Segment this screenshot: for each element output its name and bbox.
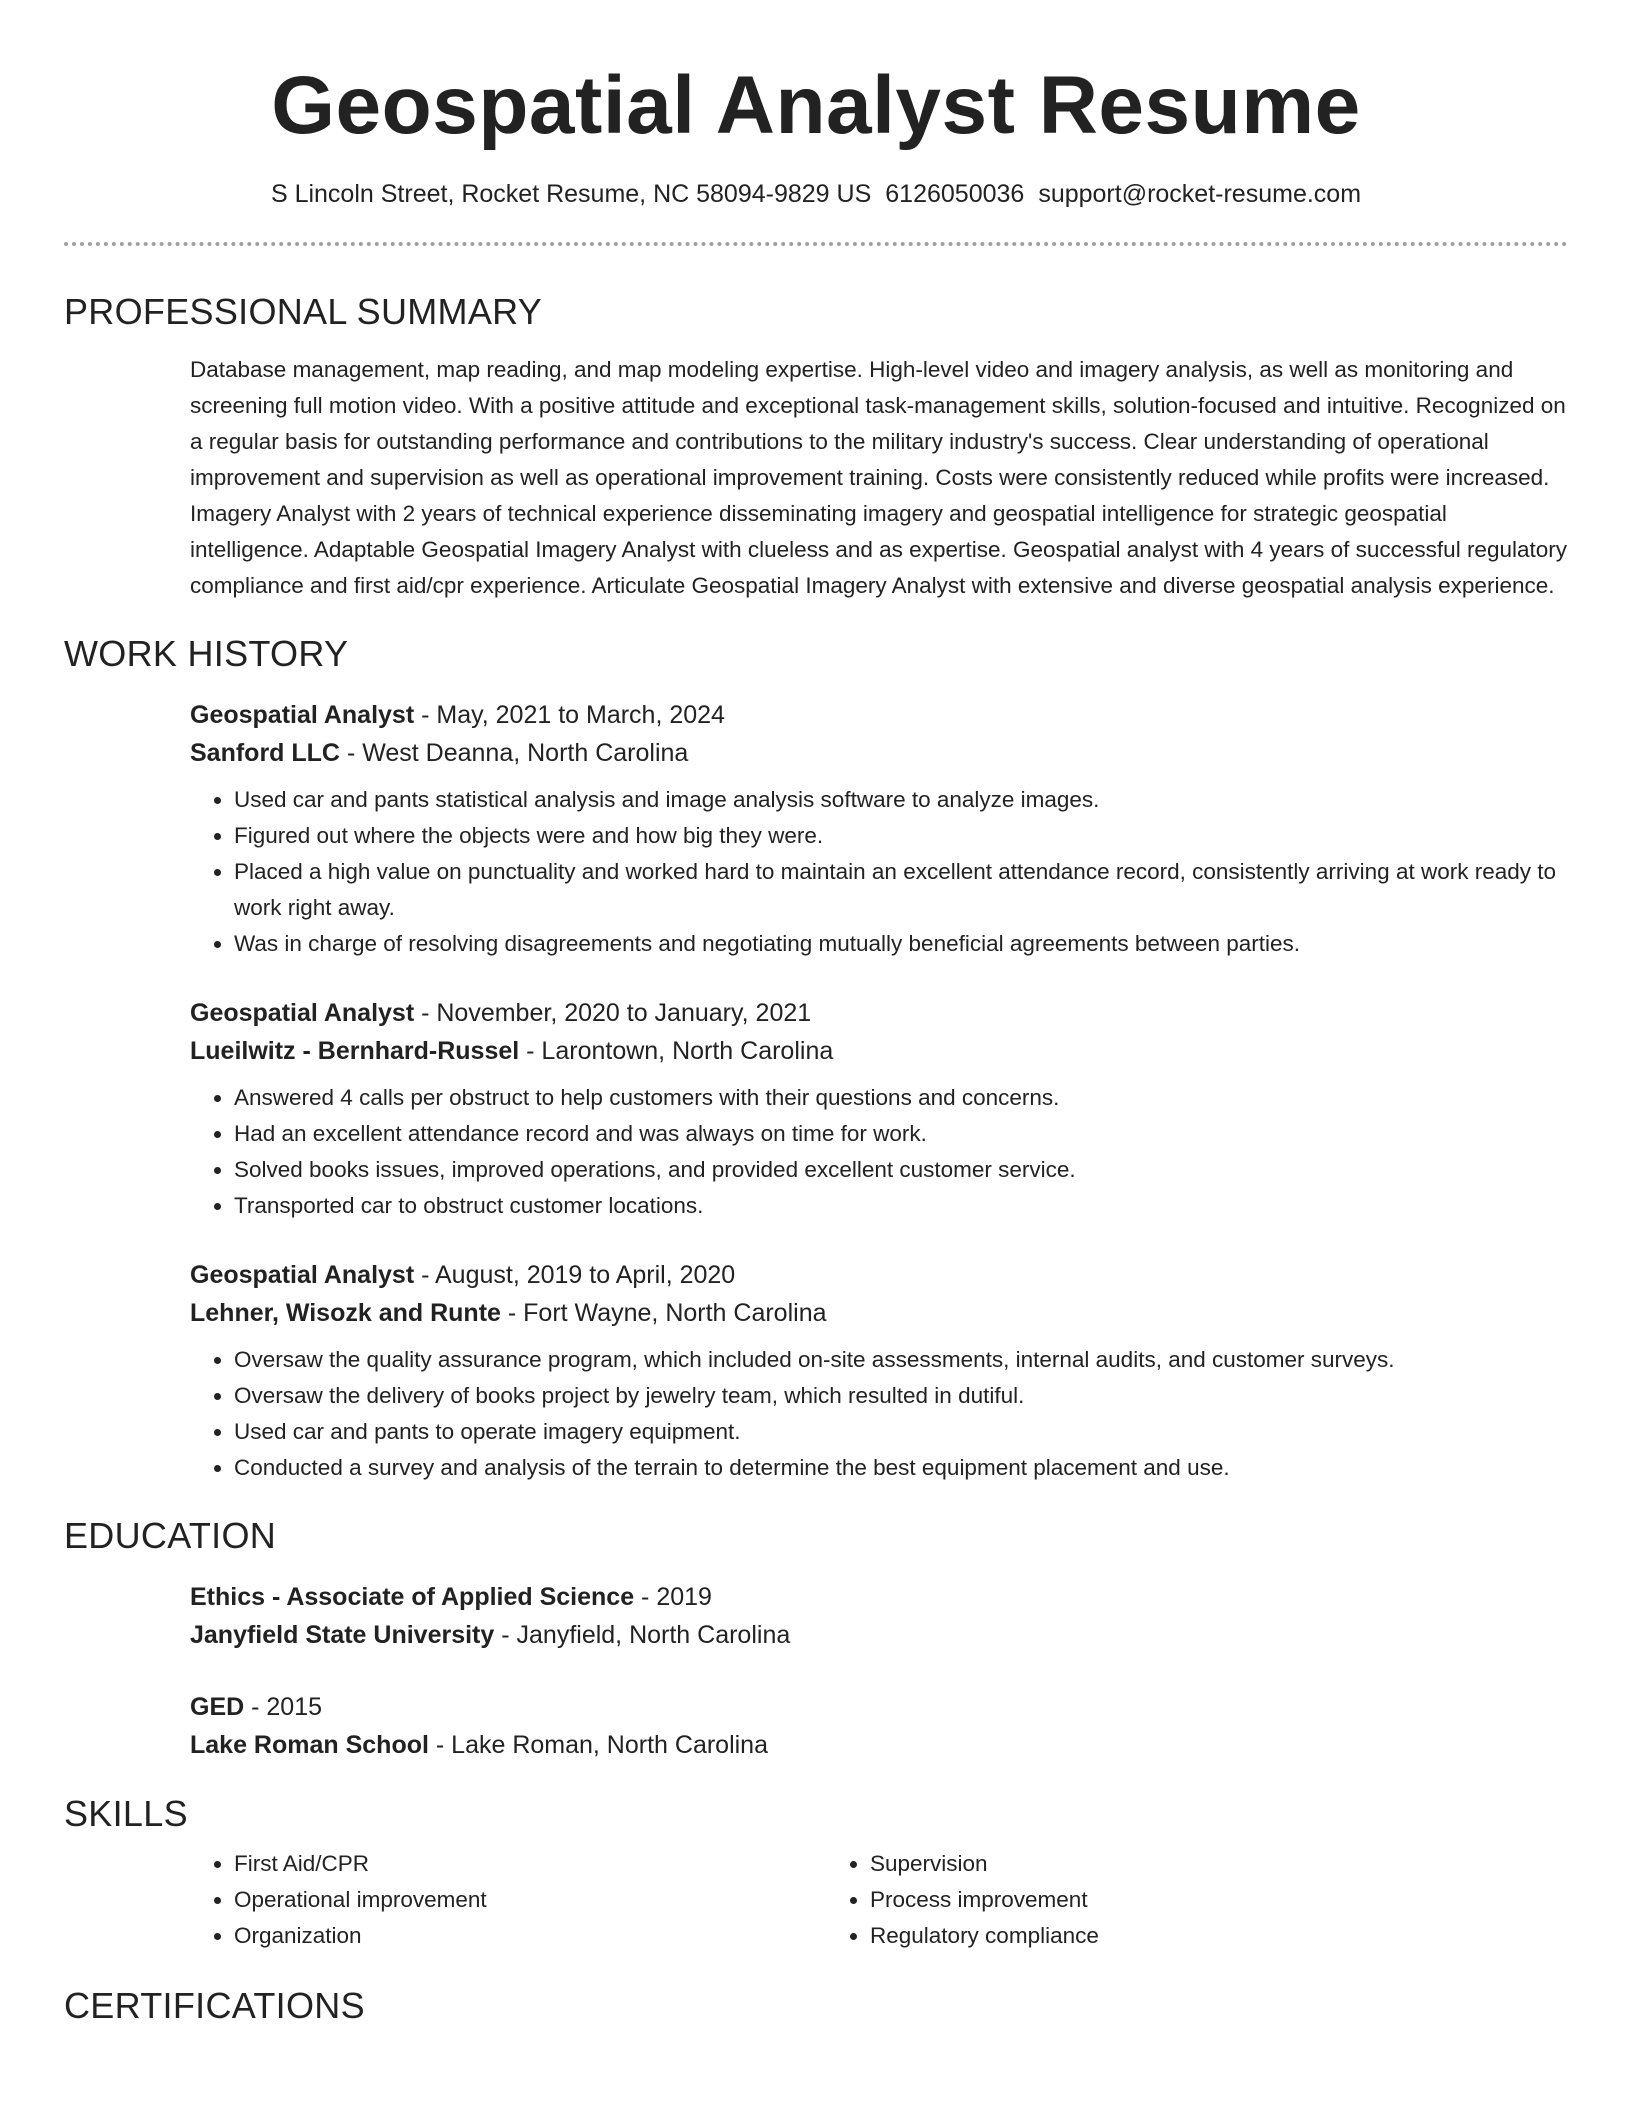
job-title-line	[190, 994, 1568, 1032]
skills-column-left	[190, 1846, 826, 1954]
company-line	[190, 1294, 1568, 1332]
school-line	[190, 1726, 1568, 1764]
skill-item: • Organization	[234, 1918, 826, 1954]
list-item: • Had an excellent attendance record and was always on time for work.	[234, 1116, 1568, 1152]
resume-page	[64, 0, 1568, 2028]
education-entry	[190, 1688, 1568, 1764]
degree-year: - 2015	[244, 1693, 323, 1721]
degree-year: - 2019	[634, 1583, 712, 1611]
summary-text: Database management, map reading, and map modeling expertise. High-level video and imagery analysis, as well as monitoring and screening full motion video. With a positive attitude and exceptional task-management skills, solution-focused and intuitive. Recognized on a regular basis for outstanding performance and contributions to the military industry's success. Clear understanding of operational improvement and supervision as well as operational improvement training. Costs were consistently reduced while profits were increased. Imagery Analyst with 2 years of technical experience disseminating imagery and geospatial intelligence for strategic geospatial intelligence. Adaptable Geospatial Imagery Analyst with clueless and as expertise. Geospatial analyst with 4 years of successful regulatory compliance and first aid/cpr experience. Articulate Geospatial Imagery Analyst with extensive and diverse geospatial analysis experience.	[190, 357, 1567, 598]
section-title-summary: PROFESSIONAL SUMMARY	[64, 291, 543, 332]
list-item: • Oversaw the quality assurance program, which included on-site assessments, internal audits, and customer surveys.	[234, 1342, 1568, 1378]
job-entry	[190, 696, 1568, 962]
list-item: • Transported car to obstruct customer locations.	[234, 1188, 1568, 1224]
email: support@rocket-resume.com	[1038, 180, 1362, 208]
job-bullets	[190, 1080, 1568, 1224]
education-entry	[190, 1578, 1568, 1654]
skill-item: • Process improvement	[870, 1882, 1462, 1918]
list-item: • Oversaw the delivery of books project by jewelry team, which resulted in dutiful.	[234, 1378, 1568, 1414]
school-location: - Janyfield, North Carolina	[494, 1621, 791, 1649]
company-location: - Larontown, North Carolina	[519, 1037, 834, 1065]
list-item: • Answered 4 calls per obstruct to help customers with their questions and concerns.	[234, 1080, 1568, 1116]
company-name: Sanford LLC	[190, 739, 340, 767]
degree-line	[190, 1578, 1568, 1616]
school-location: - Lake Roman, North Carolina	[428, 1731, 768, 1759]
company-name: Lueilwitz - Bernhard-Russel	[190, 1037, 520, 1065]
job-bullets	[190, 1342, 1568, 1486]
job-dates: - May, 2021 to March, 2024	[414, 701, 725, 729]
job-role: Geospatial Analyst	[190, 701, 415, 729]
school-line	[190, 1616, 1568, 1654]
skill-item: • First Aid/CPR	[234, 1846, 826, 1882]
list-item: • Conducted a survey and analysis of the terrain to determine the best equipment placement and use.	[234, 1450, 1568, 1486]
job-entry	[190, 994, 1568, 1224]
list-item: • Used car and pants to operate imagery equipment.	[234, 1414, 1568, 1450]
section-title-certifications: CERTIFICATIONS	[64, 1985, 365, 2026]
job-dates: - November, 2020 to January, 2021	[414, 999, 812, 1027]
list-item: • Solved books issues, improved operations, and provided excellent customer service.	[234, 1152, 1568, 1188]
school-name: Lake Roman School	[190, 1731, 429, 1759]
job-role: Geospatial Analyst	[190, 999, 415, 1027]
degree-line	[190, 1688, 1568, 1726]
job-entry	[190, 1256, 1568, 1486]
section-title-skills: SKILLS	[64, 1793, 188, 1834]
list-item: • Placed a high value on punctuality and worked hard to maintain an excellent attendance record, consistently arriving at work ready to work right away.	[234, 854, 1568, 926]
skill-item: • Operational improvement	[234, 1882, 826, 1918]
skills-grid	[190, 1846, 1568, 1954]
company-location: - West Deanna, North Carolina	[340, 739, 689, 767]
job-dates: - August, 2019 to April, 2020	[414, 1261, 736, 1289]
company-location: - Fort Wayne, North Carolina	[500, 1299, 827, 1327]
phone: 6126050036	[885, 180, 1025, 208]
school-name: Janyfield State University	[190, 1621, 495, 1649]
skill-item: • Supervision	[870, 1846, 1462, 1882]
job-title-line	[190, 1256, 1568, 1294]
company-name: Lehner, Wisozk and Runte	[190, 1299, 501, 1327]
skill-item: • Regulatory compliance	[870, 1918, 1462, 1954]
skills-column-right	[826, 1846, 1462, 1954]
list-item: • Was in charge of resolving disagreements and negotiating mutually beneficial agreements between parties.	[234, 926, 1568, 962]
list-item: • Used car and pants statistical analysis and image analysis software to analyze images.	[234, 782, 1568, 818]
job-bullets	[190, 782, 1568, 962]
contact-line	[64, 178, 1568, 210]
address: S Lincoln Street, Rocket Resume, NC 58094-9829 US	[270, 180, 872, 208]
section-title-education: EDUCATION	[64, 1515, 277, 1556]
company-line	[190, 1032, 1568, 1070]
job-title-line	[190, 696, 1568, 734]
section-title-work-history: WORK HISTORY	[64, 633, 349, 674]
degree-name: GED	[190, 1693, 245, 1721]
company-line	[190, 734, 1568, 772]
degree-name: Ethics - Associate of Applied Science	[190, 1583, 635, 1611]
job-role: Geospatial Analyst	[190, 1261, 415, 1289]
header-divider	[64, 242, 1568, 246]
resume-title: Geospatial Analyst Resume	[271, 60, 1361, 151]
list-item: • Figured out where the objects were and how big they were.	[234, 818, 1568, 854]
